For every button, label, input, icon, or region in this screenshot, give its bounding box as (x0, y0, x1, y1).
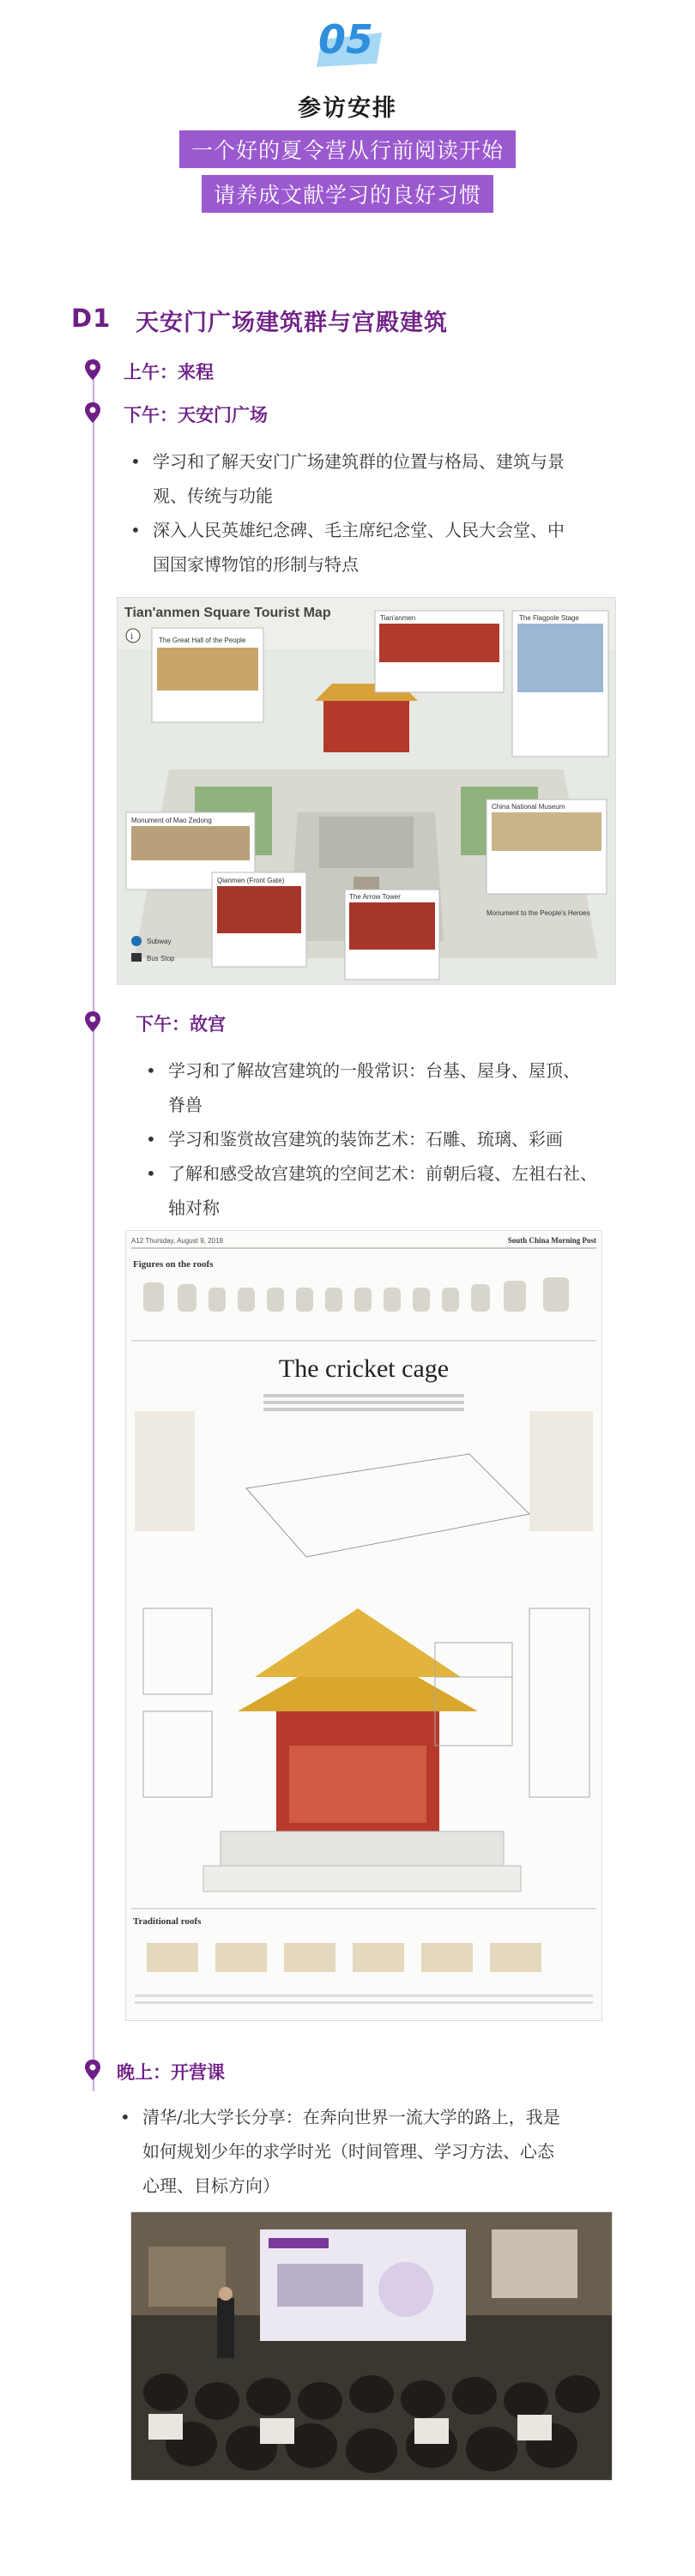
slot-2-list (146, 1053, 632, 1225)
cage-headline: The cricket cage (278, 1354, 450, 1383)
list-item: • 深入人民英雄纪念碑、毛主席纪念堂、人民大会堂、中 国国家博物馆的形制与特点 (130, 520, 565, 575)
list-item: • 学习和鉴赏故宫建筑的装饰艺术：石雕、琉璃、彩画 (146, 1129, 563, 1149)
section-heading: Figures on the roofs (133, 1259, 214, 1270)
section-number: 05 (317, 16, 374, 63)
map-label: The Great Hall of the People (159, 636, 246, 644)
page-title: 参访安排 (298, 95, 397, 122)
slot-3-list (120, 2100, 623, 2203)
map-pin-icon (84, 2059, 101, 2081)
list-item: • 学习和了解故宫建筑的一般常识：台基、屋身、屋顶、 脊兽 (146, 1060, 580, 1115)
lecture-photo (130, 2211, 613, 2481)
tiananmen-map-figure (117, 597, 616, 985)
slot-label-afternoon-palace: 下午：故宫 (136, 1013, 226, 1035)
timeline-line (93, 359, 94, 2091)
slot-label-morning: 上午：来程 (124, 361, 214, 383)
day-title: 天安门广场建筑群与宫殿建筑 (136, 310, 448, 336)
list-item: • 了解和感受故宫建筑的空间艺术：前朝后寝、左祖右社、 轴对称 (146, 1163, 597, 1218)
map-label: The Arrow Tower (349, 893, 401, 901)
map-label: China National Museum (492, 803, 565, 811)
newspaper-date: A12 Thursday, August 9, 2018 (131, 1237, 223, 1245)
day-label: D1 (71, 304, 112, 333)
map-label: The Flagpole Stage (519, 614, 579, 622)
slogan-line-1: 一个好的夏令营从行前阅读开始 (179, 130, 516, 168)
map-title: Tian'anmen Square Tourist Map (124, 606, 331, 620)
map-label: Tian'anmen (380, 614, 416, 622)
cricket-cage-figure (125, 1230, 602, 2021)
map-legend: Subway (147, 938, 172, 945)
map-label: Monument to the People's Heroes (486, 909, 590, 917)
newspaper-name: South China Morning Post (507, 1236, 596, 1245)
map-pin-icon (84, 359, 101, 381)
slot-label-afternoon-square: 下午：天安门广场 (124, 404, 268, 425)
slot-label-evening: 晚上：开营课 (117, 2061, 225, 2083)
svg-text:i: i (130, 632, 134, 642)
list-item: • 学习和了解天安门广场建筑群的位置与格局、建筑与景 观、传统与功能 (130, 451, 565, 506)
sub-heading: Traditional roofs (133, 1916, 202, 1927)
map-pin-icon (84, 401, 101, 424)
map-label: Qianmen (Front Gate) (217, 877, 285, 884)
map-pin-icon (84, 1010, 101, 1033)
slot-1-list (130, 444, 633, 582)
slogan-line-2: 请养成文献学习的良好习惯 (202, 175, 493, 213)
map-label: Monument of Mao Zedong (131, 817, 212, 824)
list-item: • 清华/北大学长分享：在奔向世界一流大学的路上，我是 如何规划少年的求学时光（时间管理、学习方法、心态 心理、目标方向） (120, 2107, 560, 2196)
map-legend: Bus Stop (147, 955, 175, 962)
section-number-badge (313, 9, 382, 69)
